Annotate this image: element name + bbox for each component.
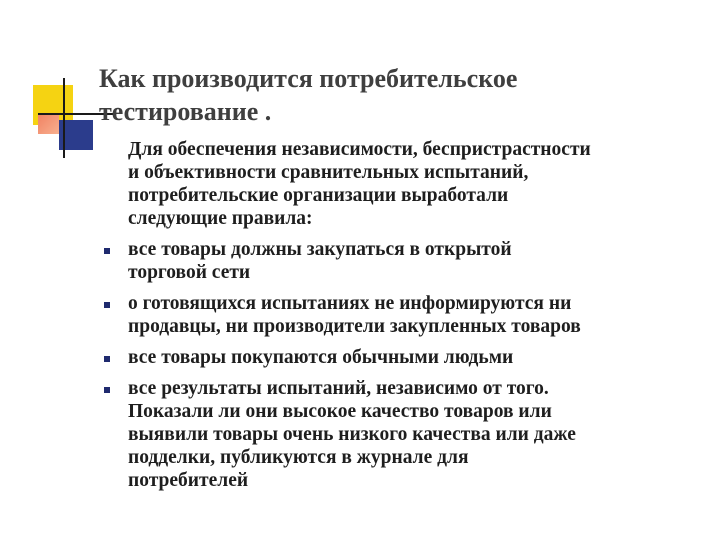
intro-line: следующие правила: <box>128 208 313 229</box>
deco-vertical-line <box>63 78 65 158</box>
square-bullet-icon <box>104 302 110 308</box>
square-bullet-icon <box>104 356 110 362</box>
bullet-item <box>128 292 698 338</box>
bullet-line: подделки, публикуются в журнале для <box>128 447 469 468</box>
bullet-line: потребителей <box>128 470 249 491</box>
bullet-line: все результаты испытаний, независимо от того. <box>128 378 549 399</box>
intro-line: Для обеспечения независимости, беспристрастности <box>128 139 591 160</box>
deco-red-square <box>38 113 59 134</box>
bullet-item <box>128 377 698 492</box>
bullet-line: продавцы, ни производители закупленных товаров <box>128 316 581 337</box>
slide-title-line: тестирование . <box>99 97 272 126</box>
intro-line: и объективности сравнительных испытаний, <box>128 162 529 183</box>
slide-title <box>99 62 679 128</box>
square-bullet-icon <box>104 248 110 254</box>
square-bullet-icon <box>104 387 110 393</box>
bullet-line: выявили товары очень низкого качества или даже <box>128 424 576 445</box>
bullet-line: о готовящихся испытаниях не информируются ни <box>128 293 572 314</box>
bullet-item <box>128 238 698 284</box>
slide-body <box>128 138 698 492</box>
intro-line: потребительские организации выработали <box>128 185 509 206</box>
slide-title-line: Как производится потребительское <box>99 64 518 93</box>
bullet-line: все товары покупаются обычными людьми <box>128 347 514 368</box>
bullet-line: торговой сети <box>128 262 251 283</box>
intro-paragraph <box>128 138 698 230</box>
bullet-item <box>128 346 698 369</box>
bullet-line: все товары должны закупаться в открытой <box>128 239 512 260</box>
bullet-line: Показали ли они высокое качество товаров или <box>128 401 552 422</box>
